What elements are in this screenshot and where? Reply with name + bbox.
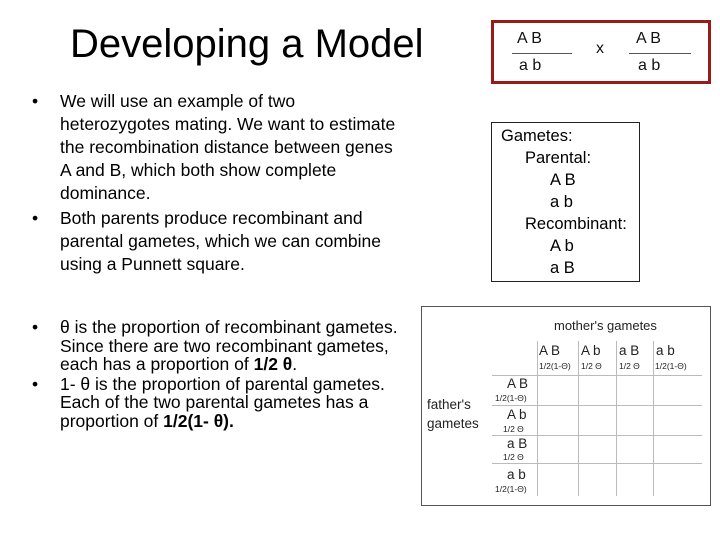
column-gamete-label: a b: [656, 343, 675, 358]
bullet-marker: •: [32, 317, 39, 337]
row-gamete-freq: 1/2(1-Θ): [495, 484, 527, 494]
cross-left-top: A B: [517, 30, 542, 47]
bullet-text: 1- θ is the proportion of parental gametes. Each of the two parental gametes has a proportion of: [60, 373, 385, 431]
bullet-list-bottom: [32, 318, 404, 431]
grid-line: [492, 405, 702, 406]
column-gamete-label: A B: [539, 343, 561, 358]
recombinant-gamete: A b: [550, 237, 574, 255]
bullet-list-top: [32, 90, 397, 276]
grid-line: [578, 341, 579, 496]
row-gamete-freq: 1/2 Θ: [503, 424, 524, 434]
cross-diagram: [491, 20, 711, 84]
row-title-line2: gametes: [427, 416, 479, 431]
bullet-item: [32, 318, 404, 374]
bullet-marker: •: [32, 91, 39, 111]
column-gamete-label: A b: [581, 343, 601, 358]
bullet-bold-text: 1/2 θ: [253, 354, 293, 375]
row-gamete-label: A B: [507, 376, 529, 391]
cross-right-bottom: a b: [638, 57, 661, 74]
bullet-text: θ is the proportion of recombinant gametes. Since there are two recombinant gametes, each has a proportion of: [60, 317, 398, 375]
chromosome-divider: [629, 53, 691, 54]
gametes-box: [491, 122, 640, 282]
parental-gamete: A B: [550, 171, 576, 189]
gametes-heading: Gametes:: [501, 127, 573, 145]
grid-line: [653, 341, 654, 496]
column-gamete-freq: 1/2(1-Θ): [539, 361, 571, 371]
chromosome-divider: [512, 53, 572, 54]
row-gamete-label: a b: [507, 467, 526, 482]
parental-gamete: a b: [550, 193, 573, 211]
row-gamete-freq: 1/2(1-Θ): [495, 393, 527, 403]
grid-line: [492, 463, 702, 464]
column-gamete-label: a B: [619, 343, 640, 358]
cross-left-bottom: a b: [519, 57, 542, 74]
bullet-marker: •: [32, 208, 39, 228]
row-title-line1: father's: [427, 397, 471, 412]
parental-label: Parental:: [525, 149, 592, 167]
bullet-text-end: .: [292, 354, 298, 375]
bullet-marker: •: [32, 373, 39, 394]
bullet-item: [32, 207, 397, 276]
cross-right-top: A B: [636, 30, 661, 47]
row-gamete-label: A b: [507, 407, 527, 422]
column-gamete-freq: 1/2 Θ: [619, 361, 640, 371]
recombinant-label: Recombinant:: [525, 215, 627, 233]
column-gamete-freq: 1/2(1-Θ): [655, 361, 687, 371]
bullet-item: [32, 90, 397, 205]
grid-line: [537, 341, 538, 496]
recombinant-gamete: a B: [550, 259, 575, 277]
cross-symbol: x: [596, 40, 604, 57]
column-gamete-freq: 1/2 Θ: [581, 361, 602, 371]
bullet-text: Both parents produce recombinant and parental gametes, which we can combine using a Punnett square.: [60, 208, 382, 274]
bullet-item: [32, 375, 404, 431]
row-gamete-label: a B: [507, 436, 528, 451]
punnett-square: [421, 306, 711, 506]
bullet-bold-text: 1/2(1- θ).: [163, 410, 234, 431]
grid-line: [616, 341, 617, 496]
bullet-text: We will use an example of two heterozygotes mating. We want to estimate the recombination distance between genes A and B, which both show complete dominance.: [60, 91, 396, 203]
slide-title: Developing a Model: [70, 22, 424, 66]
row-gamete-freq: 1/2 Θ: [503, 452, 524, 462]
column-title: mother's gametes: [554, 318, 657, 333]
